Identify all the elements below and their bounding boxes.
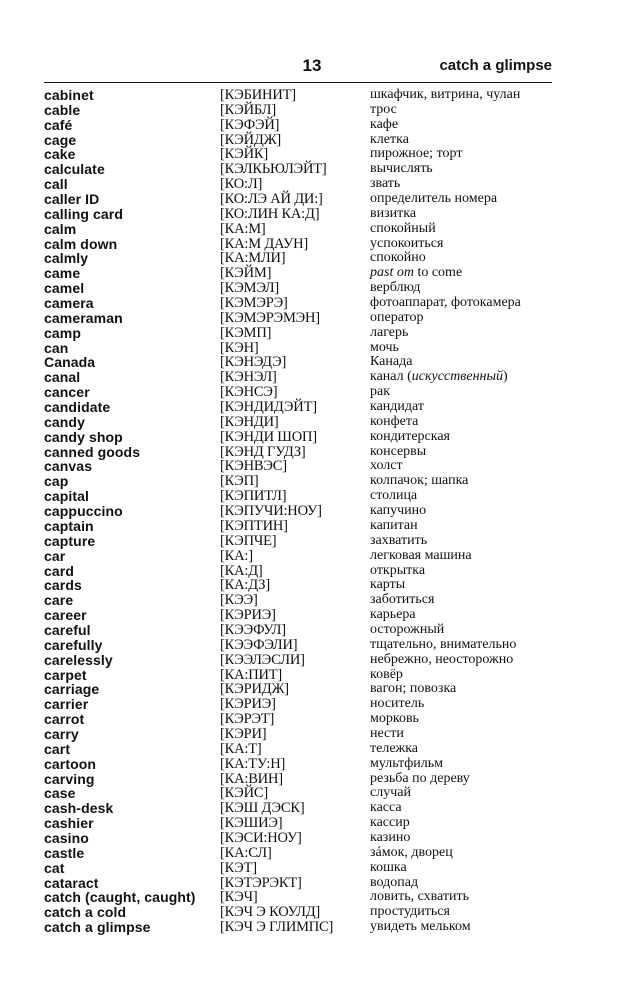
translation [370, 326, 408, 341]
transcription: [КЭЭФУЛ] [220, 621, 286, 638]
transcription: [КЭРЭТ] [220, 711, 275, 728]
dictionary-entry [44, 400, 564, 415]
transcription: [КЭПИТЛ] [220, 488, 287, 505]
transcription: [КЭНЭДЭ] [220, 354, 287, 371]
transcription: [КЭМЭЛ] [220, 280, 280, 297]
translation-text: зáмок, дворец [370, 844, 453, 860]
translation [370, 653, 513, 668]
translation-text: конфета [370, 413, 419, 429]
headword: carpet [44, 666, 87, 683]
headword: captain [44, 517, 94, 534]
dictionary-entry [44, 519, 564, 534]
transcription: [КА:ВИН] [220, 770, 283, 787]
transcription: [КЭНД ГУДЗ] [220, 443, 306, 460]
dictionary-entry [44, 534, 564, 549]
headword: care [44, 592, 74, 609]
transcription: [КЭНДИДЭЙТ] [220, 399, 317, 416]
translation-text: капучино [370, 503, 427, 519]
transcription: [КЭМЭРЭ] [220, 295, 288, 312]
translation [370, 489, 417, 504]
headword: casino [44, 829, 89, 846]
dictionary-entry [44, 266, 564, 281]
dictionary-entry [44, 638, 564, 653]
translation-text: кандидат [370, 399, 425, 415]
dictionary-entry [44, 890, 564, 905]
transcription: [КО:ЛИН КА:Д] [220, 205, 320, 222]
transcription: [КЭШИЭ] [220, 815, 283, 832]
translation [370, 237, 443, 252]
headword: calmly [44, 250, 89, 267]
dictionary-entry [44, 192, 564, 207]
translation [370, 772, 470, 787]
translation-text: вагон; повозка [370, 681, 457, 697]
dictionary-entry [44, 697, 564, 712]
translation-italic: искусственный [411, 369, 503, 385]
translation [370, 162, 433, 177]
translation [370, 118, 398, 133]
translation-text: небрежно, неосторожно [370, 651, 514, 667]
translation-text: столица [370, 488, 418, 504]
translation [370, 534, 427, 549]
page-header [44, 56, 552, 83]
translation [370, 890, 469, 905]
transcription: [КЭНДИ ШОП] [220, 428, 317, 445]
translation-text: холст [370, 458, 403, 474]
dictionary-entry [44, 355, 564, 370]
translation [370, 103, 397, 118]
dictionary-entry [44, 801, 564, 816]
transcription: [КЭЙБЛ] [220, 101, 276, 118]
transcription: [КЭП] [220, 473, 259, 490]
translation [370, 697, 424, 712]
transcription: [КА:Т] [220, 740, 262, 757]
headword: cage [44, 131, 77, 148]
transcription: [КЭЙС] [220, 785, 269, 802]
translation-text: карты [370, 577, 406, 593]
translation-text: консервы [370, 443, 427, 459]
transcription: [КА:Д] [220, 562, 263, 579]
translation-text: нести [370, 725, 404, 741]
translation-italic: past от [370, 265, 414, 281]
headword: came [44, 265, 81, 282]
transcription: [КА:ДЗ] [220, 577, 270, 594]
translation-text: резьба по дереву [370, 770, 470, 786]
translation [370, 905, 450, 920]
transcription: [КЭРИЭ] [220, 696, 276, 713]
headword: calm down [44, 235, 118, 252]
transcription: [КЭЭФЭЛИ] [220, 636, 298, 653]
transcription: [КЭШ ДЭСК] [220, 800, 305, 817]
transcription: [КЭНВЭС] [220, 458, 287, 475]
dictionary-entry [44, 876, 564, 891]
translation [370, 712, 419, 727]
translation-text: лагерь [370, 324, 409, 340]
headword: capture [44, 532, 96, 549]
translation [370, 370, 508, 385]
headword: card [44, 562, 74, 579]
dictionary-entry [44, 445, 564, 460]
translation [370, 311, 424, 326]
page-number: 13 [302, 56, 322, 75]
headword: calm [44, 220, 77, 237]
transcription: [КЭМЭРЭМЭН] [220, 309, 320, 326]
translation-text: мочь [370, 339, 399, 355]
dictionary-entry [44, 207, 564, 222]
translation [370, 207, 416, 222]
transcription: [КЭНСЭ] [220, 384, 278, 401]
transcription: [КА:М] [220, 220, 266, 237]
translation-text: рак [370, 384, 391, 400]
dictionary-entry [44, 385, 564, 400]
headword: castle [44, 844, 85, 861]
headword: canal [44, 369, 81, 386]
dictionary-entry [44, 341, 564, 356]
translation [370, 430, 450, 445]
translation-text: кафе [370, 116, 399, 132]
translation-text: носитель [370, 696, 425, 712]
translation [370, 519, 418, 534]
dictionary-entry [44, 489, 564, 504]
transcription: [КЭПЧЕ] [220, 532, 277, 549]
dictionary-entry [44, 920, 564, 935]
translation-text: случай [370, 785, 411, 801]
headword: carving [44, 770, 95, 787]
translation-text: тележка [370, 740, 419, 756]
running-head: catch a glimpse [439, 57, 552, 74]
translation [370, 192, 497, 207]
translation [370, 816, 410, 831]
translation [370, 578, 405, 593]
translation [370, 281, 420, 296]
dictionary-entry [44, 237, 564, 252]
translation-text: вычислять [370, 161, 433, 177]
translation [370, 133, 409, 148]
translation [370, 564, 425, 579]
dictionary-entry [44, 474, 564, 489]
headword: camel [44, 280, 85, 297]
dictionary-entry [44, 742, 564, 757]
translation [370, 846, 453, 861]
translation [370, 861, 407, 876]
transcription: [КЭНЭЛ] [220, 369, 277, 386]
dictionary-entry [44, 861, 564, 876]
headword: camera [44, 295, 94, 312]
translation [370, 668, 403, 683]
transcription: [КЭЙМ] [220, 265, 272, 282]
translation-text: мультфильм [370, 755, 443, 771]
translation-text: увидеть мельком [370, 919, 471, 935]
headword: catch a cold [44, 904, 127, 921]
headword: cake [44, 146, 76, 163]
translation-text: захватить [370, 532, 428, 548]
transcription: [КЭЙК] [220, 146, 269, 163]
headword: café [44, 116, 73, 133]
translation [370, 474, 468, 489]
dictionary-entry [44, 786, 564, 801]
translation [370, 355, 412, 370]
translation [370, 623, 444, 638]
dictionary-entry [44, 430, 564, 445]
headword: candy shop [44, 428, 123, 445]
translation-text: Канада [370, 354, 413, 370]
translation [370, 266, 462, 281]
translation [370, 415, 418, 430]
dictionary-entry [44, 103, 564, 118]
transcription: [КА:] [220, 547, 253, 564]
transcription: [КЭБИНИТ] [220, 87, 296, 103]
dictionary-entry [44, 846, 564, 861]
headword: caller ID [44, 191, 100, 208]
headword: can [44, 339, 69, 356]
translation-text: колпачок; шапка [370, 473, 469, 489]
translation-text: визитка [370, 205, 417, 221]
dictionary-entry [44, 326, 564, 341]
transcription: [КЭНДИ] [220, 413, 279, 430]
headword: call [44, 176, 68, 193]
dictionary-entry [44, 712, 564, 727]
translation [370, 920, 471, 935]
headword: case [44, 785, 76, 802]
translation [370, 876, 418, 891]
translation [370, 147, 462, 162]
headword: capital [44, 488, 90, 505]
dictionary-entry [44, 727, 564, 742]
headword: career [44, 607, 87, 624]
translation [370, 786, 411, 801]
transcription: [КА:ПИТ] [220, 666, 283, 683]
headword: cataract [44, 874, 99, 891]
headword: careful [44, 621, 91, 638]
translation [370, 504, 426, 519]
translation-text-end: ) [502, 369, 508, 385]
transcription: [КА:ТУ:Н] [220, 755, 286, 772]
translation [370, 445, 426, 460]
translation-text: успокоиться [370, 235, 444, 251]
transcription: [КЭТЭРЭКТ] [220, 874, 302, 891]
headword: cap [44, 473, 69, 490]
dictionary-entry [44, 133, 564, 148]
translation-text: спокойный [370, 220, 436, 236]
headword: carriage [44, 681, 100, 698]
dictionary-entries [44, 88, 564, 935]
translation [370, 385, 390, 400]
dictionary-entry [44, 905, 564, 920]
headword: cabinet [44, 87, 94, 103]
dictionary-entry [44, 296, 564, 311]
headword: cancer [44, 384, 90, 401]
translation-text: звать [370, 176, 401, 192]
translation [370, 831, 410, 846]
dictionary-entry [44, 682, 564, 697]
translation [370, 638, 516, 653]
translation [370, 608, 416, 623]
translation-text: ловить, схватить [370, 889, 470, 905]
translation [370, 757, 443, 772]
dictionary-entry [44, 623, 564, 638]
transcription: [КЭПТИН] [220, 517, 288, 534]
translation-text: кошка [370, 859, 407, 875]
translation-text: карьера [370, 607, 416, 623]
dictionary-entry [44, 772, 564, 787]
dictionary-entry [44, 504, 564, 519]
transcription: [КЭЭ] [220, 592, 258, 609]
dictionary-entry [44, 608, 564, 623]
dictionary-entry [44, 370, 564, 385]
transcription: [КА:МЛИ] [220, 250, 286, 267]
headword: carrier [44, 696, 89, 713]
dictionary-entry [44, 222, 564, 237]
translation-text: водопад [370, 874, 419, 890]
dictionary-entry [44, 118, 564, 133]
translation [370, 251, 426, 266]
dictionary-entry [44, 88, 564, 103]
translation-text: капитан [370, 517, 418, 533]
dictionary-entry [44, 459, 564, 474]
transcription: [КЭТ] [220, 859, 257, 876]
headword: carry [44, 725, 79, 742]
translation-text: фотоаппарат, фотокамера [370, 295, 521, 311]
translation-text: клетка [370, 131, 409, 147]
dictionary-entry [44, 668, 564, 683]
translation [370, 459, 403, 474]
dictionary-entry [44, 549, 564, 564]
translation [370, 801, 402, 816]
headword: calculate [44, 161, 105, 178]
transcription: [КЭРИ] [220, 725, 267, 742]
dictionary-entry [44, 831, 564, 846]
translation-text: открытка [370, 562, 426, 578]
translation-text: легковая машина [370, 547, 472, 563]
translation [370, 177, 400, 192]
dictionary-entry [44, 653, 564, 668]
transcription: [КА:М ДАУН] [220, 235, 308, 252]
translation-text: оператор [370, 309, 424, 325]
dictionary-entry [44, 757, 564, 772]
translation-text: казино [370, 829, 411, 845]
headword: cappuccino [44, 503, 123, 520]
headword: canned goods [44, 443, 141, 460]
headword: candy [44, 413, 85, 430]
headword: catch (caught, caught) [44, 889, 196, 906]
translation [370, 549, 472, 564]
translation [370, 682, 456, 697]
headword: camp [44, 324, 81, 341]
headword: candidate [44, 399, 111, 416]
translation-text: кассир [370, 815, 410, 831]
translation [370, 742, 418, 757]
translation [370, 727, 404, 742]
headword: cart [44, 740, 71, 757]
headword: car [44, 547, 66, 564]
headword: carelessly [44, 651, 113, 668]
dictionary-entry [44, 564, 564, 579]
translation [370, 341, 399, 356]
headword: cash-desk [44, 800, 114, 817]
transcription: [КО:Л] [220, 176, 263, 193]
headword: carrot [44, 711, 85, 728]
transcription: [КЭМП] [220, 324, 272, 341]
translation-text: канал ( [370, 369, 412, 385]
dictionary-entry [44, 593, 564, 608]
translation [370, 88, 520, 103]
transcription: [КА:СЛ] [220, 844, 272, 861]
transcription: [КЭЛКЬЮЛЭЙТ] [220, 161, 327, 178]
transcription: [КЭН] [220, 339, 259, 356]
transcription: [КЭЭЛЭСЛИ] [220, 651, 305, 668]
headword: cashier [44, 815, 94, 832]
headword: cameraman [44, 309, 123, 326]
translation-text: простудиться [370, 904, 450, 920]
headword: carefully [44, 636, 103, 653]
translation [370, 222, 436, 237]
translation-text: пирожное; торт [370, 146, 463, 162]
headword: cat [44, 859, 65, 876]
translation-text: ковёр [370, 666, 403, 682]
transcription: [КЭСИ:НОУ] [220, 829, 302, 846]
dictionary-entry [44, 177, 564, 192]
dictionary-entry [44, 311, 564, 326]
translation-text: морковь [370, 711, 419, 727]
dictionary-entry [44, 162, 564, 177]
translation-text: касса [370, 800, 402, 816]
translation [370, 593, 434, 608]
transcription: [КЭРИДЖ] [220, 681, 289, 698]
transcription: [КЭРИЭ] [220, 607, 276, 624]
headword: catch a glimpse [44, 919, 151, 936]
translation [370, 400, 424, 415]
dictionary-entry [44, 281, 564, 296]
translation-text: трос [370, 101, 397, 117]
translation-text: спокойно [370, 250, 426, 266]
dictionary-entry [44, 816, 564, 831]
translation-text: верблюд [370, 280, 421, 296]
translation-text: кондитерская [370, 428, 450, 444]
translation-text: заботиться [370, 592, 435, 608]
transcription: [КЭФЭЙ] [220, 116, 280, 133]
headword: cards [44, 577, 82, 594]
dictionary-entry [44, 251, 564, 266]
translation-text: осторожный [370, 621, 445, 637]
dictionary-entry [44, 415, 564, 430]
dictionary-entry [44, 578, 564, 593]
translation-text: to come [413, 265, 463, 281]
headword: calling card [44, 205, 124, 222]
translation [370, 296, 521, 311]
transcription: [КЭЙДЖ] [220, 131, 282, 148]
translation-text: шкафчик, витрина, чулан [370, 87, 521, 102]
transcription: [КЭЧ Э КОУЛД] [220, 904, 321, 921]
headword: cartoon [44, 755, 97, 772]
headword: cable [44, 101, 81, 118]
translation-text: определитель номера [370, 191, 498, 207]
headword: Canada [44, 354, 96, 371]
transcription: [КЭЧ] [220, 889, 258, 906]
transcription: [КО:ЛЭ АЙ ДИ:] [220, 191, 323, 208]
transcription: [КЭПУЧИ:НОУ] [220, 503, 322, 520]
headword: canvas [44, 458, 93, 475]
transcription: [КЭЧ Э ГЛИМПС] [220, 919, 334, 936]
translation-text: тщательно, внимательно [370, 636, 517, 652]
